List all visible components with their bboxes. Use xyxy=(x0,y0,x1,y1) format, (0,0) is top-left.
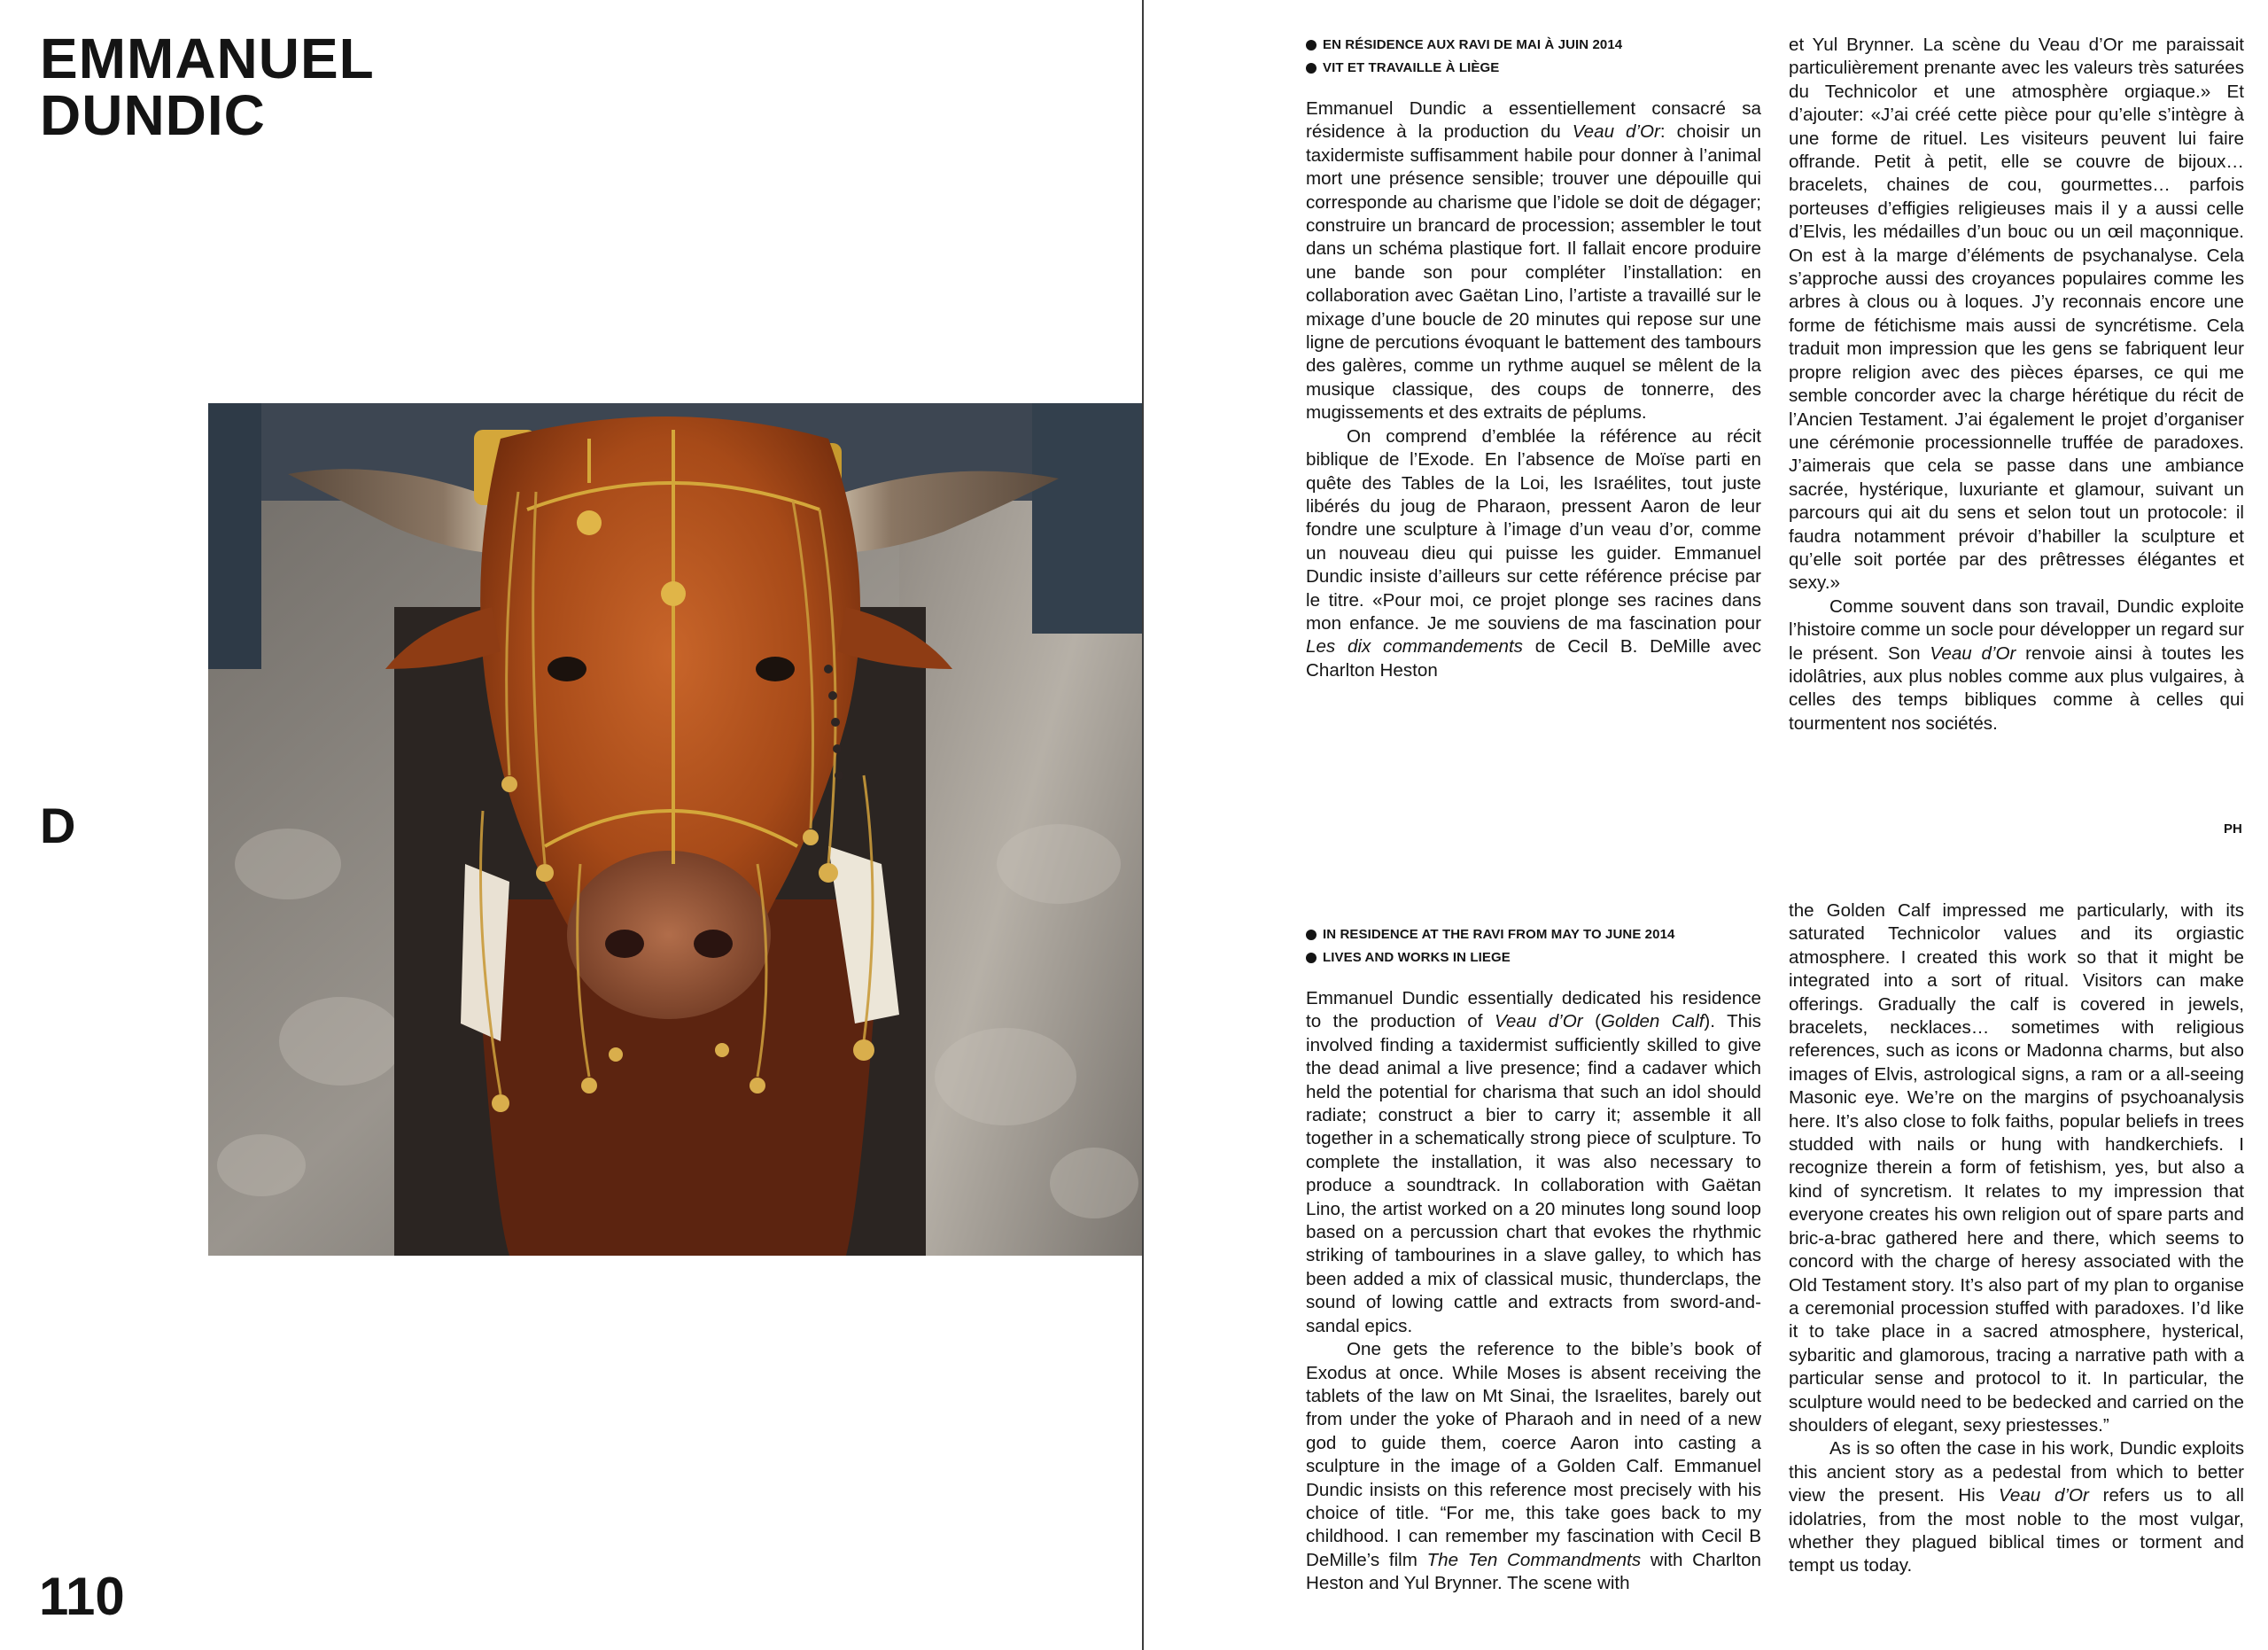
text-run: the Golden Calf impressed me particularly, with its saturated Technicolor values and its orgiastic atmosphere. I created this work so that it might be integrated into a sort of ritual. Visitors can make offerings. Gradually the calf is covered in jewels, bracelets, necklaces… sometimes with religious references, such as icons or Madonna charms, but also images of Elvis, astrological signs, a ram or a all-seeing Masonic eye. We’re on the margins of psychoanalysis here. It’s also close to folk faiths, popular beliefs in trees studded with nails or hung with handkerchiefs. I recognize therein a form of fetishism, yes, but also a kind of syncretism. It relates to my impression that everyone creates his own religion out of spare parts and bric-a-brac gathered here and there, which seems to concord with the charge of heresy associated with the Old Testament story. It’s also part of my plan to organise a ceremonial procession stuffed with paradoxes. I’d like it to take place in a sacred atmosphere, hysterical, sybaritic and glamorous, tracing a narrative path with a particular sense and protocol to it. In particular, the sculpture would need to be bedecked and carried on the shoulders of elegant, sexy priestesses.” xyxy=(1789,900,2244,1436)
paragraph xyxy=(1789,1437,2244,1577)
paragraph xyxy=(1306,987,1761,1338)
author-initials: PH xyxy=(2224,821,2242,837)
english-artist-meta xyxy=(1306,923,1761,969)
alphabet-index-letter: D xyxy=(40,798,76,853)
french-artist-meta xyxy=(1306,34,1761,80)
text-run: : choisir un taxidermiste suffisamment habile pour donner à l’animal mort une présence sensible; trouver une dépouille qui corresponde au charisme que l’idole se doit de dégager; construire un brancard de procession; assembler le tout dans un schéma plastique fort. Il fallait encore produire une bande son pour compléter l’installation: en collaboration avec Gaëtan Lino, l’artiste a travaillé sur le mixage d’une boucle de 20 minutes qui repose sur une ligne de percutions évoquant le battement des tambours des galères, comme un rythme auquel se mêlent de la musique classique, des coups de tonnerre, des mugissements et des extraits de péplums. xyxy=(1306,121,1761,424)
paragraph xyxy=(1306,1338,1761,1595)
french-body-text-2 xyxy=(1789,34,2244,735)
text-run: et Yul Brynner. La scène du Veau d’Or me paraissait particulièrement prenante avec les valeurs très saturées du Technicolor et une atmosphère orgiaque.» Et d’ajouter: «J’ai créé cette pièce pour qu’elle s’intègre à une forme de rituel. Les visiteurs peuvent lui faire offrande. Petit à petit, elle se couvre de bijoux… bracelets, chaines de cou, gourmettes… parfois porteuses d’effigies religieuses mais il y a aussi celle d’Elvis, les médailles d’un bouc ou un œil maçonnique. On est à la marge d’éléments de psychanalyse. Cela s’approche aussi des croyances populaires comme les arbres à clous ou à loques. J’y reconnais encore une forme de fétichisme mais aussi de syncrétisme. Cela traduit mon impression que les gens se fabriquent leur propre religion avec des pièces éparses, ce qui me semble concorder avec la charge hérétique du récit de l’Ancien Testament. J’ai également le projet d’organiser une cérémonie processionnelle truffée de paradoxes. J’aimerais que cela se passe dans une ambiance sacrée, hystérique, luxuriante et glamour, suivant un parcours qui ait du sens et selon tout un protocole: il faudra notamment prévoir d’habiller la sculpture et qu’elle soit portée par des prêtresses élégantes et sexy.» xyxy=(1789,35,2244,594)
paragraph xyxy=(1789,34,2244,595)
french-text-column-2 xyxy=(1789,34,2244,735)
artist-name xyxy=(40,27,375,147)
text-run: ( xyxy=(1582,1011,1601,1032)
paragraph xyxy=(1789,595,2244,735)
meta-item-text: EN RÉSIDENCE AUX RAVI DE MAI À JUIN 2014 xyxy=(1323,37,1623,52)
english-text-column-1 xyxy=(1306,923,1761,1596)
artist-first-name: EMMANUEL xyxy=(40,27,375,90)
italic-title-run: Les dix commandements xyxy=(1306,636,1523,658)
french-text-column-1 xyxy=(1306,34,1761,682)
meta-item xyxy=(1306,57,1761,80)
page-gutter xyxy=(1142,0,1144,1650)
page-number: 110 xyxy=(39,1567,125,1626)
bullet-dot xyxy=(1306,63,1317,74)
text-run: refers us to all idolatries, from the most noble to the most vulgar, whether they plagued biblical times or torment and tempt us today. xyxy=(1789,1485,2244,1576)
text-run: Emmanuel Dundic a essentiellement consacré sa résidence à la production du xyxy=(1306,98,1761,143)
paragraph xyxy=(1789,899,2244,1437)
bullet-dot xyxy=(1306,930,1317,940)
italic-title-run: The Ten Commandments xyxy=(1426,1549,1642,1570)
bullet-dot xyxy=(1306,953,1317,963)
italic-title-run: Veau d’Or xyxy=(1572,121,1660,143)
meta-item-text: VIT ET TRAVAILLE À LIÈGE xyxy=(1323,60,1500,75)
text-run: de Cecil B. DeMille avec Charlton Heston xyxy=(1306,636,1762,681)
text-run: As is so often the case in his work, Dundic exploits this ancient story as a pedestal from which to better view the present. His xyxy=(1789,1438,2244,1506)
text-run: with Charlton Heston and Yul Brynner. The scene with xyxy=(1306,1549,1761,1594)
meta-item-text: LIVES AND WORKS IN LIEGE xyxy=(1323,950,1511,965)
english-body-text-2 xyxy=(1789,899,2244,1578)
italic-title-run: Golden Calf xyxy=(1600,1011,1705,1032)
french-body-text-1 xyxy=(1306,97,1761,682)
italic-title-run: Veau d’Or xyxy=(1930,642,2016,664)
meta-item xyxy=(1306,923,1761,946)
artwork-photo xyxy=(208,403,1142,1256)
meta-item xyxy=(1306,34,1761,57)
text-run: One gets the reference to the bible’s book of Exodus at once. While Moses is absent receiving the tablets of the law on Mt Sinai, the Israelites, barely out from under the yoke of Pharaoh and in need of a new god to guide them, coerce Aaron into casting a sculpture in the image of a Golden Calf. Emmanuel Dundic insists on this reference most precisely with his choice of title. “For me, this take goes back to my childhood. I can remember my fascination with Cecil B DeMille’s film xyxy=(1306,1339,1761,1570)
text-run: ). This involved finding a taxidermist sufficiently skilled to give the dead animal a live presence; find a cadaver which held the potential for charisma that such an idol should radiate; construct a bier to carry it; assemble it all together in a schematically strong piece of sculpture. To complete the installation, it was also necessary to produce a soundtrack. In collaboration with Gaëtan Lino, the artist worked on a 20 minutes long sound loop based on a percussion chart that evokes the rhythmic striking of tambourines in a slave galley, to which has been added a mix of classical music, thunderclaps, the sound of lowing cattle and extracts from sword-and-sandal epics. xyxy=(1306,1011,1761,1336)
italic-title-run: Veau d’Or xyxy=(1494,1011,1583,1032)
paragraph xyxy=(1306,425,1761,682)
text-run: On comprend d’emblée la référence au récit biblique de l’Exode. En l’absence de Moïse parti en quête des Tables de la Loi, les Israélites, tout juste libérés du joug de Pharaon, pressent Aaron de leur fondre une sculpture à l’image d’un veau d’or, comme un nouveau dieu qui puisse les guider. Emmanuel Dundic insiste d’ailleurs sur cette référence précise par le titre. «Pour moi, ce projet plonge ses racines dans mon enfance. Je me souviens de ma fascination pour xyxy=(1306,425,1761,634)
text-run: renvoie ainsi à toutes les idolâtries, aux plus nobles comme aux plus vulgaires, à celles des temps bibliques comme à celles qui tourmentent nos sociétés. xyxy=(1789,642,2245,734)
meta-item-text: IN RESIDENCE AT THE RAVI FROM MAY TO JUNE 2014 xyxy=(1323,927,1675,942)
paragraph xyxy=(1306,97,1761,425)
bullet-dot xyxy=(1306,40,1317,51)
text-run: Comme souvent dans son travail, Dundic exploite l’histoire comme un socle pour développer un regard sur le présent. Son xyxy=(1789,595,2244,664)
artist-last-name: DUNDIC xyxy=(40,83,266,147)
italic-title-run: Veau d’Or xyxy=(1998,1485,2089,1506)
english-body-text-1 xyxy=(1306,987,1761,1596)
golden-calf-illustration xyxy=(208,403,1142,1256)
english-text-column-2 xyxy=(1789,899,2244,1578)
text-run: Emmanuel Dundic essentially dedicated his residence to the production of xyxy=(1306,988,1761,1032)
meta-item xyxy=(1306,946,1761,969)
